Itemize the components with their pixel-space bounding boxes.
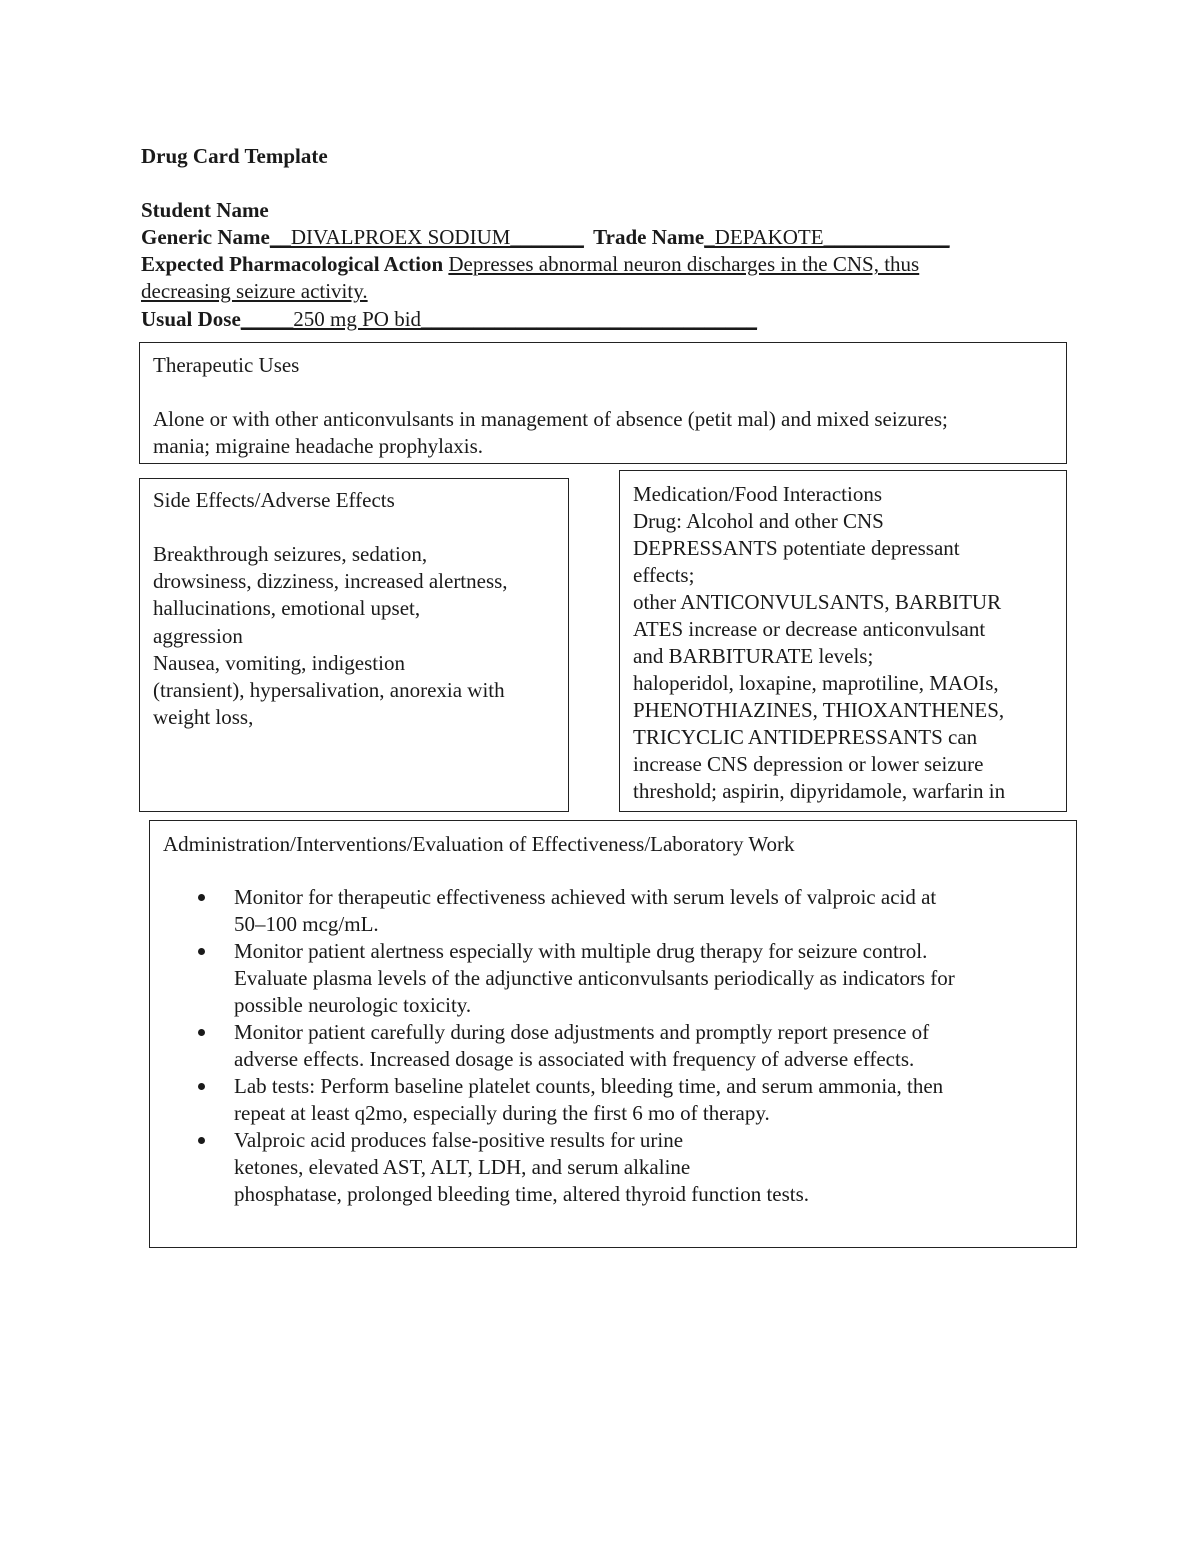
trade-name-value: _DEPAKOTE____________: [704, 225, 950, 249]
bullet-line: ketones, elevated AST, ALT, LDH, and serum alkaline: [234, 1155, 691, 1179]
side-effects-line: Nausea, vomiting, indigestion: [153, 651, 405, 675]
side-effects-heading: Side Effects/Adverse Effects: [153, 488, 395, 512]
interactions-line: TRICYCLIC ANTIDEPRESSANTS can: [633, 725, 978, 749]
interactions-line: threshold; aspirin, dipyridamole, warfarin in: [633, 779, 1006, 803]
bullet-icon: [198, 1137, 205, 1144]
bullet-line: Evaluate plasma levels of the adjunctive anticonvulsants periodically as indicators for: [234, 966, 955, 990]
bullet-line: Valproic acid produces false-positive results for urine: [234, 1128, 684, 1152]
bullet-line: repeat at least q2mo, especially during the first 6 mo of therapy.: [234, 1101, 770, 1125]
bullet-icon: [198, 1083, 205, 1090]
interactions-line: Drug: Alcohol and other CNS: [633, 509, 884, 533]
action-row: [141, 251, 919, 278]
side-effects-line: drowsiness, dizziness, increased alertness,: [153, 569, 508, 593]
administration-heading: Administration/Interventions/Evaluation of Effectiveness/Laboratory Work: [163, 832, 795, 856]
bullet-icon: [198, 948, 205, 955]
bullet-icon: [198, 894, 205, 901]
side-effects-line: weight loss,: [153, 705, 254, 729]
side-effects-box: [139, 478, 569, 812]
interactions-box: [619, 470, 1067, 812]
interactions-line: and BARBITURATE levels;: [633, 644, 874, 668]
list-item: [198, 884, 955, 938]
dose-value: _____250 mg PO bid________________________________: [240, 307, 758, 331]
bullet-line: possible neurologic toxicity.: [234, 993, 472, 1017]
therapeutic-uses-heading: Therapeutic Uses: [153, 353, 300, 377]
bullet-line: adverse effects. Increased dosage is associated with frequency of adverse effects.: [234, 1047, 915, 1071]
student-name-label: Student Name: [141, 198, 269, 222]
interactions-line: effects;: [633, 563, 695, 587]
bullet-icon: [198, 1029, 205, 1036]
bullet-line: Monitor for therapeutic effectiveness achieved with serum levels of valproic acid at: [234, 885, 937, 909]
bullet-line: Monitor patient alertness especially with multiple drug therapy for seizure control.: [234, 939, 928, 963]
side-effects-line: aggression: [153, 624, 243, 648]
interactions-line: DEPRESSANTS potentiate depressant: [633, 536, 960, 560]
page-title: Drug Card Template: [141, 144, 328, 168]
bullet-line: Monitor patient carefully during dose adjustments and promptly report presence of: [234, 1020, 930, 1044]
therapeutic-uses-box: [139, 342, 1067, 464]
dose-label: Usual Dose: [141, 307, 241, 331]
interactions-heading: Medication/Food Interactions: [633, 482, 883, 506]
side-effects-line: hallucinations, emotional upset,: [153, 596, 421, 620]
interactions-line: haloperidol, loxapine, maprotiline, MAOIs,: [633, 671, 999, 695]
side-effects-line: Breakthrough seizures, sedation,: [153, 542, 428, 566]
bullet-line: phosphatase, prolonged bleeding time, altered thyroid function tests.: [234, 1182, 810, 1206]
administration-bullet-list: [198, 884, 955, 1208]
list-item: [198, 1073, 955, 1127]
action-label: Expected Pharmacological Action: [141, 252, 444, 276]
therapeutic-uses-line: Alone or with other anticonvulsants in management of absence (petit mal) and mixed seizures;: [153, 407, 948, 431]
action-value-line1: Depresses abnormal neuron discharges in the CNS, thus: [448, 252, 920, 276]
list-item: [198, 1127, 955, 1208]
dose-row: [141, 306, 757, 333]
interactions-line: increase CNS depression or lower seizure: [633, 752, 984, 776]
side-effects-line: (transient), hypersalivation, anorexia with: [153, 678, 505, 702]
list-item: [198, 1019, 955, 1073]
action-value-line2: decreasing seizure activity.: [141, 279, 368, 303]
trade-name-label: Trade Name: [593, 225, 705, 249]
interactions-line: ATES increase or decrease anticonvulsant: [633, 617, 986, 641]
generic-name-label: Generic Name: [141, 225, 270, 249]
therapeutic-uses-line: mania; migraine headache prophylaxis.: [153, 434, 484, 458]
generic-name-row: [141, 224, 950, 251]
bullet-line: 50–100 mcg/mL.: [234, 912, 379, 936]
generic-name-value: __DIVALPROEX SODIUM_______: [269, 225, 584, 249]
bullet-line: Lab tests: Perform baseline platelet counts, bleeding time, and serum ammonia, then: [234, 1074, 944, 1098]
interactions-line: other ANTICONVULSANTS, BARBITUR: [633, 590, 1002, 614]
list-item: [198, 938, 955, 1019]
interactions-line: PHENOTHIAZINES, THIOXANTHENES,: [633, 698, 1005, 722]
